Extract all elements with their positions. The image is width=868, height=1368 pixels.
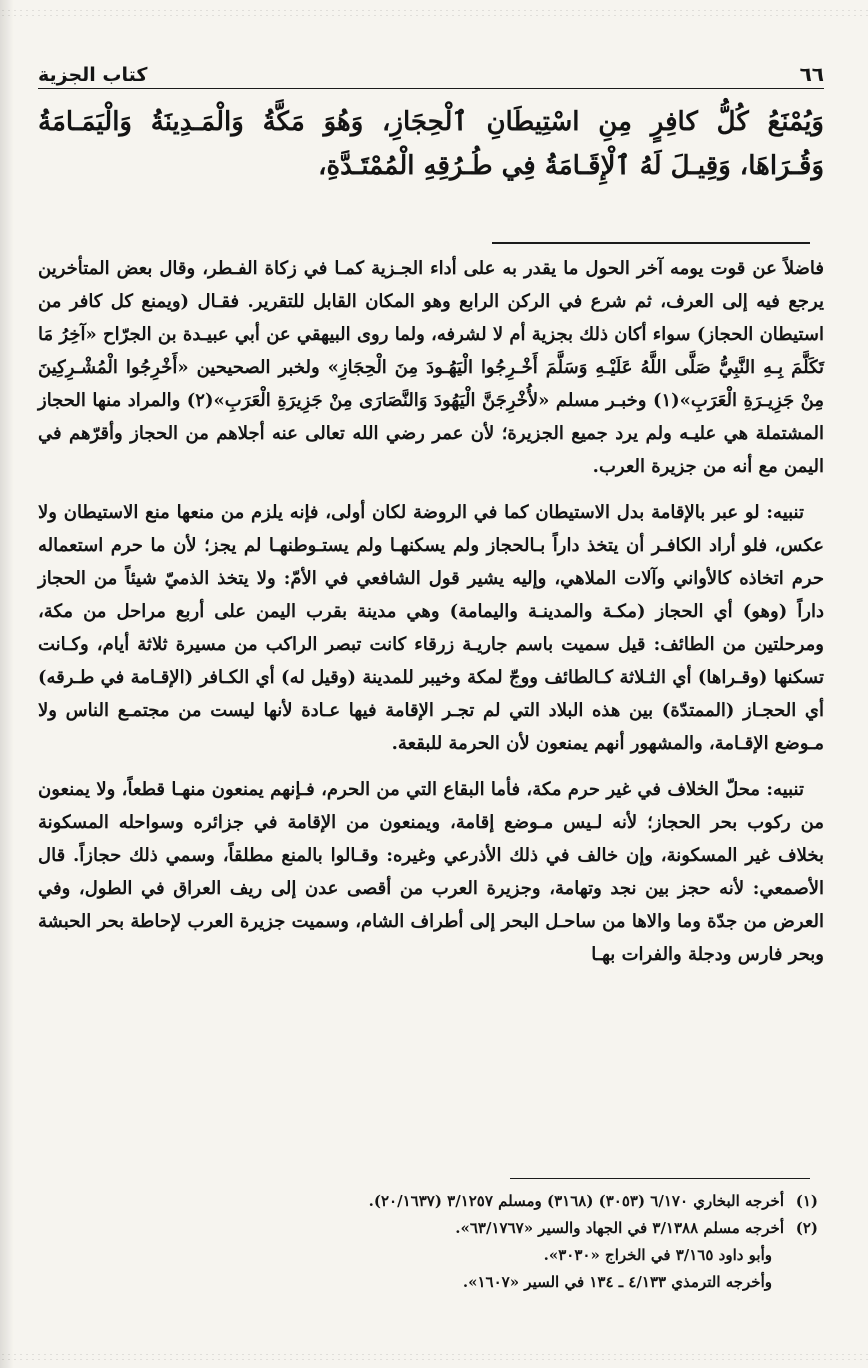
commentary-paragraph: تنبيه: لو عبر بالإقامة بدل الاستيطان كما في الروضة لكان أولى، فإنه يلزم من منعها منع الاستيطان ولا عكس، فلو أراد الكافـر أن يتخذ داراً بـالحجاز ولم يسكنهـا ولم يستـوطنهـا لم يجز؛ لأن ما حرم استعماله حرم اتخاذه كالأواني وآلات الملاهي، وإليه يشير قول الشافعي في الأمّ: ولا يتخذ الذميّ شيئاً من الحجاز داراً (وهو) أي الحجاز (مكـة والمدينـة واليمامة) وهي مدينة بقرب اليمن على أربع مراحل من مكة، ومرحلتين من الطائف: قيل سميت باسم جاريـة زرقاء كانت تبصر الراكب من مسيرة ثلاثة أيام، وكـانت تسكنها (وقـراها) أي الثـلاثة كـالطائف ووجّ لمكة وخيبر للمدينة (وقيل له) أي الكـافر (الإقـامة في طـرقه) أي الحجـاز (الممتدّة) بين هذه البلاد التي لم تجـر الإقامة فيها عـادة لأنها ليست من مجتمـع الناس ولا مـوضع الإقـامة، والمشهور أنهم يمنعون لأن الحرمة للبقعة. bbox=[38, 502, 824, 754]
footnote-number: (٢) bbox=[795, 1219, 818, 1237]
matn-divider bbox=[492, 242, 810, 244]
chapter-title: كتاب الجزية bbox=[38, 64, 148, 86]
commentary-body bbox=[38, 252, 824, 984]
footnote-item bbox=[100, 1269, 818, 1296]
footnote-text: أخرجه البخاري ٦/١٧٠ (٣٠٥٣) (٣١٦٨) ومسلم ٣/١٢٥٧ (٢٠/١٦٣٧). bbox=[368, 1192, 784, 1210]
matn-text: وَيُمْنَعُ كُلُّ كافِرٍ مِنِ اسْتِيطَانِ ٱلْحِجَازِ، وَهُوَ مَكَّةُ وَالْمَـدِينَةُ وَالْيَمَـامَةُ وَقُـرَاهَا، وَقِيـلَ لَهُ ٱلْإِقَـامَةُ فِي طُـرُقِهِ الْمُمْتَـدَّةِ، bbox=[38, 107, 824, 181]
footnotes bbox=[100, 1188, 818, 1296]
page-number: ٦٦ bbox=[799, 62, 824, 86]
footnote-separator bbox=[510, 1178, 810, 1179]
scan-noise-bottom bbox=[0, 1352, 868, 1362]
scan-noise-top bbox=[0, 8, 868, 18]
page-spine-shadow bbox=[0, 0, 14, 1368]
footnote-item bbox=[100, 1188, 818, 1215]
running-header bbox=[38, 44, 824, 89]
footnote-text: وأبو داود ٣/١٦٥ في الخراج «٣٠٣٠». bbox=[543, 1246, 772, 1264]
footnote-item bbox=[100, 1242, 818, 1269]
commentary-paragraph: تنبيه: محلّ الخلاف في غير حرم مكة، فأما البقاع التي من الحرم، فـإنهم يمنعون منهـا قطعاً، ولا يمنعون من ركوب بحر الحجاز؛ لأنه لـيس مـوضع إقامة، ويمنعون من الإقامة في جزائره وسواحله المسكونة بخلاف غير المسكونة، وإن خالف في ذلك الأذرعي وغيره: وقـالوا بالمنع مطلقاً، وسمي ذلك حجازاً. قال الأصمعي: لأنه حجز بين نجد وتهامة، وجزيرة العرب من أقصى عدن إلى ريف العراق في الطول، وفي العرض من جدّة وما والاها من ساحـل البحر إلى أطراف الشام، وسميت جزيرة العرب لإحاطة بحر الحبشة وبحر فارس ودجلة والفرات بهـا bbox=[38, 779, 824, 965]
commentary-paragraph: فاضلاً عن قوت يومه آخر الحول ما يقدر به على أداء الجـزية كمـا في زكاة الفـطر، وقال بعض المتأخرين يرجع فيه إلى العرف، ثم شرع في الركن الرابع وهو المكان القابل للتقرير. فقـال (ويمنع كل كافر من استيطان الحجاز) سواء أكان ذلك بجزية أم لا لشرفه، ولما روى البيهقي عن أبي عبيـدة بن الجرّاح «آخِرُ مَا تَكَلَّمَ بِـهِ النَّبِيُّ صَلَّى اللَّهُ عَلَيْـهِ وَسَلَّمَ أَخْـرِجُوا الْيَهُـودَ مِنَ الْحِجَازِ» ولخبر الصحيحين «أَخْرِجُوا الْمُشْـرِكِينَ مِنْ جَزِيـرَةِ الْعَرَبِ»(١) وخبـر مسلم «لأُخْرِجَنَّ الْيَهُودَ وَالنَّصَارَى مِنْ جَزِيرَةِ الْعَرَبِ»(٢) والمراد منها الحجاز المشتملة هي عليـه ولم يرد جميع الجزيرة؛ لأن عمر رضي الله تعالى عنه أجلاهم من الحجاز وأقرّهم في اليمن مع أنه من جزيرة العرب. bbox=[38, 258, 824, 477]
footnote-number: (١) bbox=[795, 1192, 818, 1210]
footnote-text: وأخرجه الترمذي ٤/١٣٣ ـ ١٣٤ في السير «١٦٠٧». bbox=[462, 1273, 772, 1291]
footnote-text: أخرجه مسلم ٣/١٣٨٨ في الجهاد والسير «٦٣/١٧٦٧». bbox=[455, 1219, 784, 1237]
footnote-item bbox=[100, 1215, 818, 1242]
